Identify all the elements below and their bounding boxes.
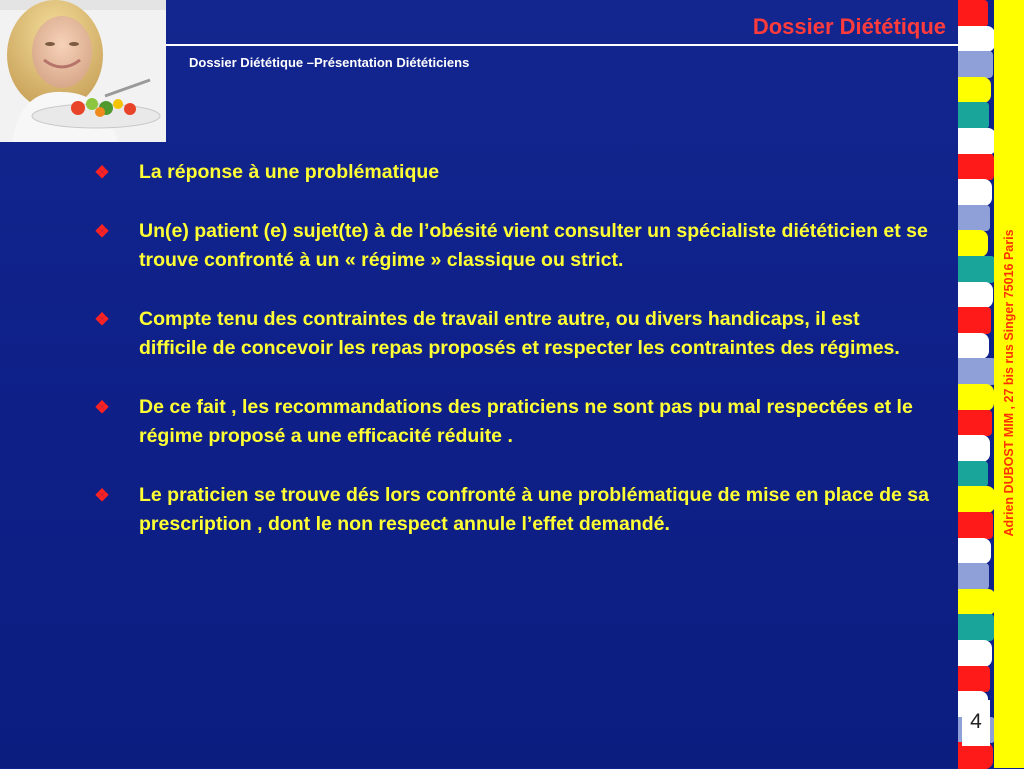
- bullet-list: [92, 158, 932, 569]
- color-stripe: [958, 742, 993, 769]
- color-stripe: [958, 51, 993, 78]
- color-stripe: [958, 358, 996, 385]
- color-stripe: [958, 384, 994, 411]
- color-stripe: [958, 614, 994, 641]
- bullet-text: Le praticien se trouve dés lors confronté à une problématique de mise en place de sa prescription , dont le non respect annule l’effet demandé.: [139, 483, 929, 535]
- color-stripe: [958, 77, 991, 104]
- bullet-marker-icon: ❖: [94, 221, 110, 241]
- color-stripe: [958, 102, 989, 129]
- color-stripe: [958, 256, 995, 283]
- bullet-marker-icon: ❖: [94, 163, 110, 182]
- color-stripe: [958, 461, 988, 488]
- bullet-item: [92, 305, 932, 364]
- color-stripe: [958, 666, 990, 693]
- sidebar-vertical-text: Adrien DUBOST MIM , 27 bis rus Singer 75016 Paris: [1002, 229, 1016, 537]
- bullet-marker-icon: ❖: [94, 485, 110, 505]
- color-stripe: [958, 0, 988, 27]
- color-stripe: [958, 512, 993, 539]
- color-stripe: [958, 205, 990, 232]
- title-divider: [166, 44, 962, 46]
- color-stripe: [958, 128, 996, 155]
- color-stripe: [958, 230, 988, 257]
- color-stripe: [958, 589, 996, 616]
- bullet-text: De ce fait , les recommandations des praticiens ne sont pas pu mal respectées et le régime proposé a une efficacité réduite .: [139, 395, 913, 447]
- slide-title: Dossier Diététique: [752, 14, 946, 39]
- header-photo: [0, 0, 166, 142]
- bullet-item: [92, 481, 932, 540]
- woman-eating-salad-photo: [0, 0, 166, 142]
- color-stripe: [958, 282, 993, 309]
- page-number: 4: [962, 700, 990, 746]
- color-stripe: [958, 563, 989, 590]
- color-stripe: [958, 435, 990, 462]
- slide-subtitle: Dossier Diététique –Présentation Diététiciens: [189, 55, 470, 70]
- color-stripe: [958, 26, 995, 53]
- color-stripe: [958, 486, 995, 513]
- bullet-marker-icon: ❖: [94, 309, 110, 329]
- color-stripe: [958, 154, 994, 181]
- color-stripe: [958, 179, 992, 206]
- color-stripe: [958, 307, 991, 334]
- color-stripe: [958, 640, 992, 667]
- bullet-item: [92, 158, 932, 188]
- bullet-item: [92, 393, 932, 452]
- decorative-color-stripes: [958, 0, 996, 768]
- bullet-text: Un(e) patient (e) sujet(te) à de l’obésité vient consulter un spécialiste diététicien et se trouve confronté à un « régime » classique ou strict.: [139, 219, 928, 271]
- color-stripe: [958, 538, 991, 565]
- bullet-text: La réponse à une problématique: [139, 161, 440, 183]
- bullet-item: [92, 217, 932, 276]
- color-stripe: [958, 333, 989, 360]
- color-stripe: [958, 410, 992, 437]
- bullet-marker-icon: ❖: [94, 397, 110, 417]
- bullet-text: Compte tenu des contraintes de travail entre autre, ou divers handicaps, il est difficile de concevoir les repas proposés et respecter les contraintes des régimes.: [139, 307, 900, 359]
